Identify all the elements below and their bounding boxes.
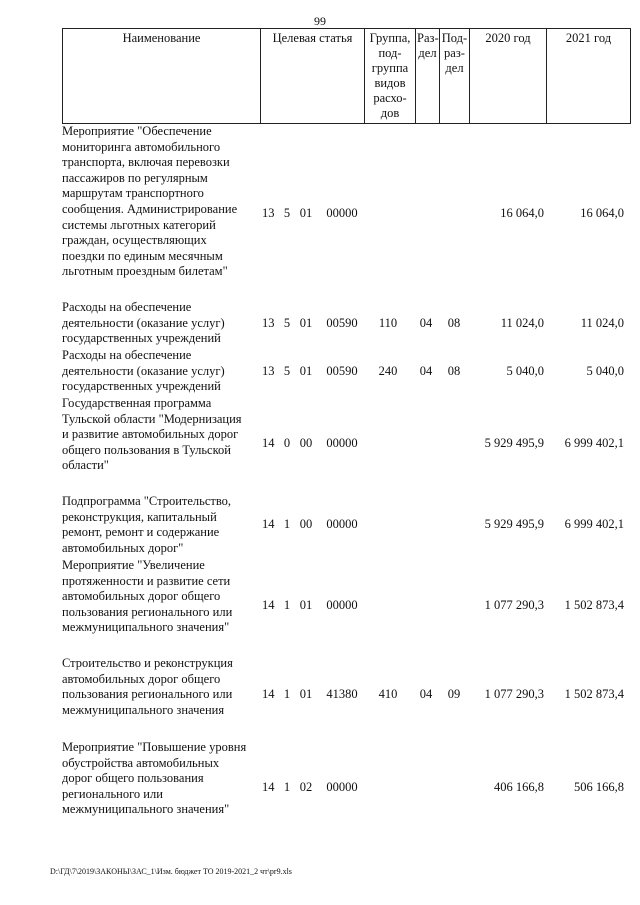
target-code-program: 13: [262, 206, 275, 220]
header-year-2021: 2021 год: [547, 29, 631, 124]
file-path-footer: D:\ГД\7\2019\ЗАКОНЫ\ЗАС_1\Изм. бюджет ТО 2019-2021_2 чт\pr9.xls: [50, 867, 292, 876]
target-code-event: 01: [299, 206, 313, 220]
amount-2021: 6 999 402,1: [564, 517, 624, 531]
target-code-event: 00: [299, 436, 313, 450]
target-code-direction: 00000: [326, 780, 358, 794]
amount-2020: 5 040,0: [506, 364, 544, 378]
row-name: Мероприятие "Увеличение протяженности и развитие сети автомобильных дорог общего пользования регионального или межмуниципального значения": [62, 558, 233, 635]
header-subsection: Под- раз- дел: [440, 29, 470, 124]
target-code-program: 14: [262, 780, 275, 794]
target-code-subprogram: 0: [283, 436, 291, 450]
target-code-subprogram: 1: [283, 687, 291, 701]
amount-2020: 406 166,8: [494, 780, 544, 794]
target-code-direction: 41380: [326, 687, 358, 701]
section: 04: [419, 364, 433, 378]
target-code-event: 01: [299, 598, 313, 612]
target-code-direction: 00000: [326, 517, 358, 531]
expense-group: 410: [378, 687, 398, 701]
amount-2020: 11 024,0: [500, 316, 544, 330]
row-name: Строительство и реконструкция автомобильных дорог общего пользования регионального или межмуниципального значения: [62, 656, 233, 717]
target-code-event: 01: [299, 364, 313, 378]
target-code-subprogram: 5: [283, 206, 291, 220]
target-code-subprogram: 1: [283, 780, 291, 794]
section: 04: [419, 316, 433, 330]
amount-2020: 5 929 495,9: [484, 436, 544, 450]
page-number: 99: [314, 14, 326, 28]
amount-2021: 16 064,0: [580, 206, 624, 220]
target-code-direction: 00590: [326, 364, 358, 378]
row-name: Расходы на обеспечение деятельности (оказание услуг) государственных учреждений: [62, 348, 225, 394]
subsection: 08: [447, 316, 461, 330]
amount-2020: 5 929 495,9: [484, 517, 544, 531]
header-target-article: Целевая статья: [261, 29, 365, 124]
section: 04: [419, 687, 433, 701]
amount-2021: 506 166,8: [574, 780, 624, 794]
table-header: [62, 28, 631, 124]
target-code-direction: 00000: [326, 598, 358, 612]
amount-2021: 6 999 402,1: [564, 436, 624, 450]
target-code-subprogram: 5: [283, 316, 291, 330]
target-code-program: 13: [262, 364, 275, 378]
target-code-event: 00: [299, 517, 313, 531]
expense-group: 240: [378, 364, 398, 378]
target-code-event: 01: [299, 687, 313, 701]
amount-2021: 1 502 873,4: [564, 598, 624, 612]
amount-2021: 5 040,0: [586, 364, 624, 378]
target-code-subprogram: 5: [283, 364, 291, 378]
target-code-program: 14: [262, 436, 275, 450]
header-section: Раз- дел: [416, 29, 440, 124]
target-code-program: 14: [262, 598, 275, 612]
header-name: Наименование: [63, 29, 261, 124]
target-code-event: 01: [299, 316, 313, 330]
row-name: Мероприятие "Обеспечение мониторинга автомобильного транспорта, включая перевозки пассажиров по регулярным маршрутам транспортного сообщения. Администрирование системы льготных категорий граждан, осуществляющих поездки по единым месячным льготным проездным билетам": [62, 124, 238, 279]
expense-group: 110: [378, 316, 398, 330]
amount-2021: 1 502 873,4: [564, 687, 624, 701]
target-code-subprogram: 1: [283, 517, 291, 531]
amount-2020: 1 077 290,3: [484, 687, 544, 701]
amount-2020: 1 077 290,3: [484, 598, 544, 612]
header-expense-group: Группа, под- группа видов расхо- дов: [365, 29, 416, 124]
target-code-event: 02: [299, 780, 313, 794]
subsection: 09: [447, 687, 461, 701]
header-year-2020: 2020 год: [470, 29, 547, 124]
amount-2021: 11 024,0: [580, 316, 624, 330]
row-name: Государственная программа Тульской области "Модернизация и развитие автомобильных дорог общего пользования в Тульской области": [62, 396, 242, 473]
target-code-program: 14: [262, 517, 275, 531]
subsection: 08: [447, 364, 461, 378]
target-code-direction: 00000: [326, 206, 358, 220]
target-code-subprogram: 1: [283, 598, 291, 612]
target-code-program: 14: [262, 687, 275, 701]
target-code-direction: 00590: [326, 316, 358, 330]
row-name: Мероприятие "Повышение уровня обустройства автомобильных дорог общего пользования регионального или межмуниципального значения": [62, 740, 247, 817]
target-code-direction: 00000: [326, 436, 358, 450]
row-name: Расходы на обеспечение деятельности (оказание услуг) государственных учреждений: [62, 300, 225, 346]
target-code-program: 13: [262, 316, 275, 330]
row-name: Подпрограмма "Строительство, реконструкция, капитальный ремонт, ремонт и содержание автомобильных дорог": [62, 494, 232, 555]
amount-2020: 16 064,0: [500, 206, 544, 220]
